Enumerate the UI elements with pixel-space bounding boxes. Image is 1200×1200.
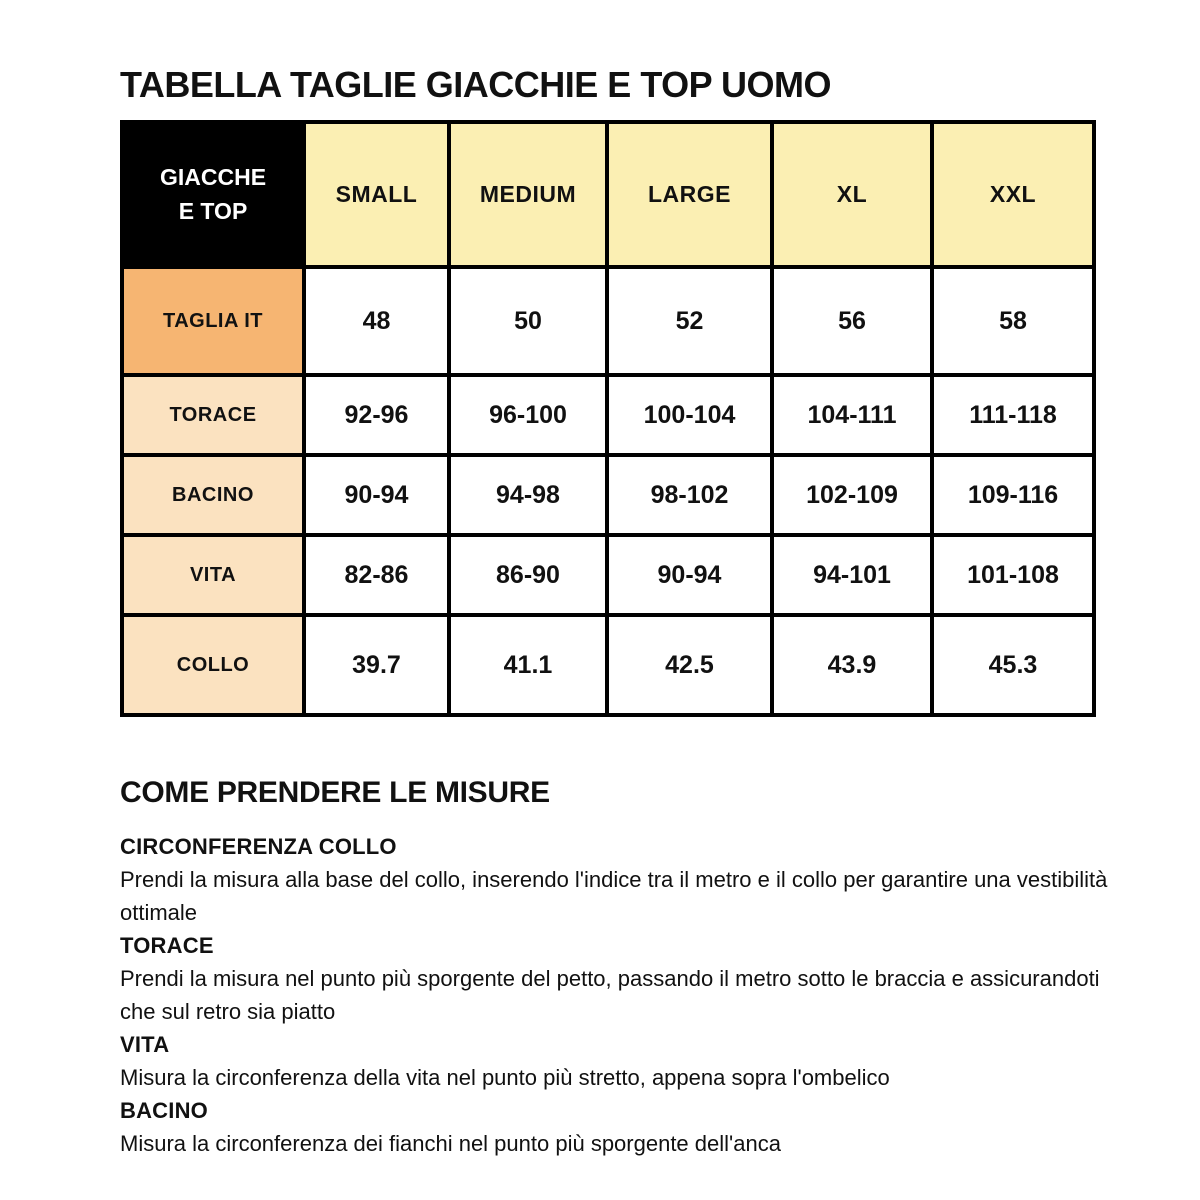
- size-cell: 94-101: [772, 535, 932, 615]
- measure-heading-bacino: BACINO: [120, 1098, 208, 1123]
- table-row-taglia-it: [122, 267, 1094, 375]
- measure-heading-collo: CIRCONFERENZA COLLO: [120, 834, 397, 859]
- size-cell: 42.5: [607, 615, 772, 715]
- size-cell: 82-86: [304, 535, 449, 615]
- row-label-bacino: BACINO: [122, 455, 304, 535]
- measure-guide: [120, 830, 1110, 1160]
- table-header-row: [122, 122, 1094, 267]
- page-title: TABELLA TAGLIE GIACCHIE E TOP UOMO: [120, 64, 832, 105]
- size-cell: 43.9: [772, 615, 932, 715]
- size-cell: 90-94: [607, 535, 772, 615]
- measure-heading-torace: TORACE: [120, 933, 214, 958]
- section-title-measure-guide: COME PRENDERE LE MISURE: [120, 776, 550, 809]
- row-label-collo: COLLO: [122, 615, 304, 715]
- corner-label-line2: E TOP: [178, 197, 248, 224]
- row-label-vita: VITA: [122, 535, 304, 615]
- size-cell: 102-109: [772, 455, 932, 535]
- size-cell: 90-94: [304, 455, 449, 535]
- measure-text-collo: Prendi la misura alla base del collo, inserendo l'indice tra il metro e il collo per garantire una vestibilità ottimale: [120, 867, 1108, 925]
- corner-cell: [122, 122, 304, 267]
- column-header-large: LARGE: [607, 122, 772, 267]
- size-cell: 101-108: [932, 535, 1094, 615]
- measure-text-vita: Misura la circonferenza della vita nel punto più stretto, appena sopra l'ombelico: [120, 1065, 890, 1090]
- column-header-xl: XL: [772, 122, 932, 267]
- size-cell: 104-111: [772, 375, 932, 455]
- measure-heading-vita: VITA: [120, 1032, 170, 1057]
- size-cell: 58: [932, 267, 1094, 375]
- table-row-collo: [122, 615, 1094, 715]
- table-row-bacino: [122, 455, 1094, 535]
- size-cell: 48: [304, 267, 449, 375]
- size-cell: 100-104: [607, 375, 772, 455]
- measure-text-bacino: Misura la circonferenza dei fianchi nel punto più sporgente dell'anca: [120, 1131, 781, 1156]
- size-cell: 111-118: [932, 375, 1094, 455]
- size-table: [120, 120, 1096, 717]
- size-cell: 41.1: [449, 615, 607, 715]
- column-header-small: SMALL: [304, 122, 449, 267]
- corner-label-line1: GIACCHE: [159, 164, 267, 191]
- size-cell: 92-96: [304, 375, 449, 455]
- table-row-torace: [122, 375, 1094, 455]
- measure-text-torace: Prendi la misura nel punto più sporgente del petto, passando il metro sotto le braccia e assicurandoti che sul retro sia piatto: [120, 966, 1100, 1024]
- size-cell: 50: [449, 267, 607, 375]
- row-label-torace: TORACE: [122, 375, 304, 455]
- row-label-taglia-it: TAGLIA IT: [122, 267, 304, 375]
- column-header-xxl: XXL: [932, 122, 1094, 267]
- size-cell: 86-90: [449, 535, 607, 615]
- column-header-medium: MEDIUM: [449, 122, 607, 267]
- size-cell: 96-100: [449, 375, 607, 455]
- size-cell: 94-98: [449, 455, 607, 535]
- size-cell: 39.7: [304, 615, 449, 715]
- size-cell: 109-116: [932, 455, 1094, 535]
- size-cell: 45.3: [932, 615, 1094, 715]
- size-cell: 52: [607, 267, 772, 375]
- size-cell: 98-102: [607, 455, 772, 535]
- table-row-vita: [122, 535, 1094, 615]
- size-cell: 56: [772, 267, 932, 375]
